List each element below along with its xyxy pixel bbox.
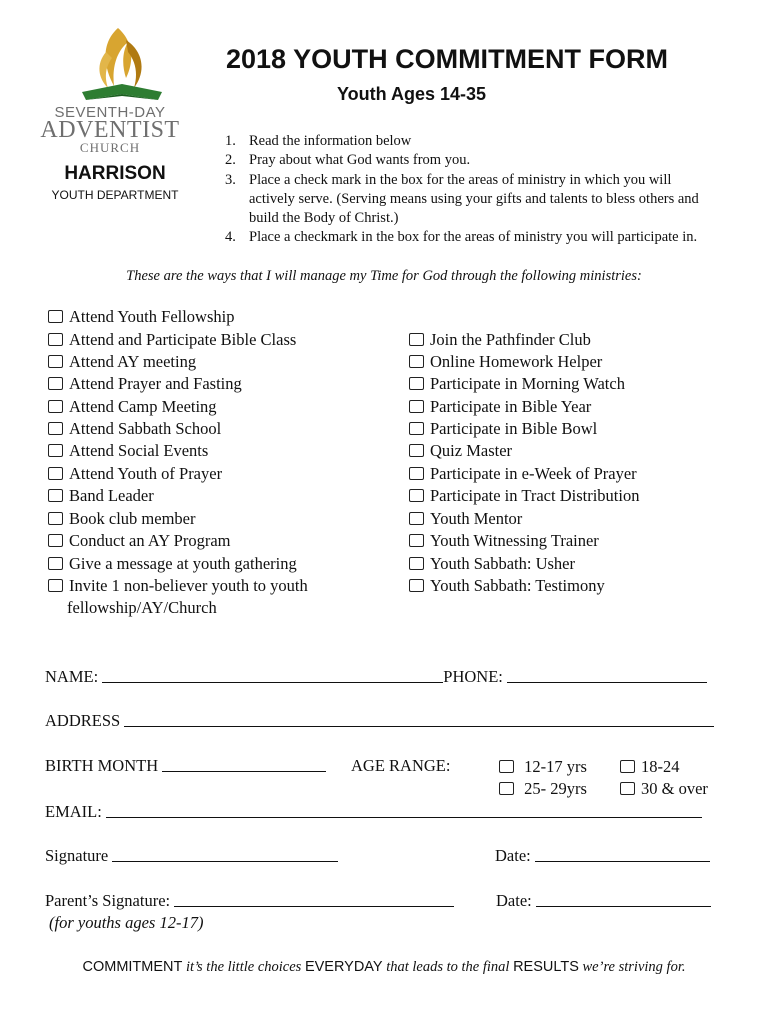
ministry-checkbox[interactable]: Participate in Bible Bowl (409, 419, 597, 439)
ministry-checkbox[interactable]: Band Leader (48, 486, 154, 506)
ministry-checkbox[interactable]: Participate in Bible Year (409, 397, 591, 417)
parent-note: (for youths ages 12-17) (49, 913, 204, 932)
checkbox-icon[interactable] (409, 489, 424, 502)
parent-signature-label: Parent’s Signature: (45, 891, 171, 910)
checkbox-icon[interactable] (409, 534, 424, 547)
checkbox-icon[interactable] (409, 355, 424, 368)
checkbox-icon[interactable] (409, 422, 424, 435)
ministry-checkbox[interactable]: Attend Camp Meeting (48, 397, 217, 417)
checkbox-icon[interactable] (409, 579, 424, 592)
name-field[interactable] (102, 668, 443, 683)
checkbox-icon[interactable] (48, 579, 63, 592)
department-name: YOUTH DEPARTMENT (51, 188, 179, 202)
checkbox-icon[interactable] (48, 557, 63, 570)
checkbox-icon[interactable] (48, 355, 63, 368)
ministry-checkbox[interactable]: Participate in e-Week of Prayer (409, 464, 637, 484)
footer-slogan: COMMITMENT it’s the little choices EVERYDAY that leads to the final RESULTS we’re striving for. (82, 959, 686, 975)
parent-signature-row (45, 891, 454, 911)
signature-label: Signature (45, 846, 109, 865)
ministry-checkbox[interactable]: Invite 1 non-believer youth to youth (48, 576, 308, 596)
checkbox-icon[interactable] (409, 467, 424, 480)
age-option-30-over[interactable]: 30 & over (620, 779, 708, 799)
checkbox-icon[interactable] (48, 377, 63, 390)
name-label: NAME: (45, 667, 99, 686)
checkbox-icon[interactable] (409, 557, 424, 570)
parent-date-field[interactable] (536, 892, 711, 907)
checkbox-icon[interactable] (409, 512, 424, 525)
email-label: EMAIL: (45, 802, 102, 821)
ministry-checkbox[interactable]: Quiz Master (409, 441, 512, 461)
ministry-checkbox[interactable]: Attend and Participate Bible Class (48, 330, 296, 350)
email-row (45, 802, 702, 822)
date-label: Date: (495, 846, 531, 865)
address-row (45, 711, 714, 731)
address-label: ADDRESS (45, 711, 121, 730)
parent-signature-field[interactable] (174, 892, 454, 907)
birth-month-field[interactable] (162, 757, 326, 772)
form-title: 2018 YOUTH COMMITMENT FORM (226, 44, 669, 74)
name-row (45, 667, 707, 687)
checkbox-icon[interactable] (499, 782, 514, 795)
age-option-12-17[interactable]: 12-17 yrs (499, 757, 587, 777)
birth-month-row (45, 756, 326, 776)
instruction-item: 1. Read the information below (225, 133, 412, 149)
instruction-item: 2. Pray about what God wants from you. (225, 152, 471, 169)
checkbox-icon[interactable] (499, 760, 514, 773)
checkbox-icon[interactable] (48, 422, 63, 435)
instruction-item: 4. Place a checkmark in the box for the areas of ministry you will participate in. (225, 229, 698, 246)
ministry-checkbox[interactable]: Attend Youth of Prayer (48, 464, 222, 484)
address-field[interactable] (124, 712, 714, 727)
book-icon (82, 84, 162, 100)
signature-row (45, 846, 338, 866)
intro-text: These are the ways that I will manage my Time for God through the following ministries: (126, 268, 642, 284)
slogan-word-results: RESULTS (513, 959, 579, 975)
instructions-list (225, 132, 725, 248)
ministry-checkbox[interactable]: Youth Witnessing Trainer (409, 531, 599, 551)
checkbox-icon[interactable] (48, 400, 63, 413)
logo-name-line2: ADVENTIST (40, 117, 180, 143)
checkbox-icon[interactable] (409, 400, 424, 413)
checkbox-icon[interactable] (620, 782, 635, 795)
slogan-word-everyday: EVERYDAY (304, 959, 383, 975)
birth-month-label: BIRTH MONTH (45, 756, 159, 775)
ministry-checkbox[interactable]: Attend Social Events (48, 441, 208, 461)
age-range-label: AGE RANGE: (351, 756, 451, 775)
instruction-item: 3. Place a check mark in the box for the areas of ministry in which you will actively serve. (Serving means using your gifts and talents to bless others and build the Body of Christ.) (225, 171, 699, 227)
checkbox-icon[interactable] (48, 333, 63, 346)
ministry-checkbox[interactable]: Attend AY meeting (48, 352, 196, 372)
form-subtitle: Youth Ages 14-35 (337, 84, 487, 104)
checkbox-icon[interactable] (409, 444, 424, 457)
phone-label: PHONE: (443, 667, 503, 686)
checkbox-icon[interactable] (48, 512, 63, 525)
checkbox-icon[interactable] (48, 489, 63, 502)
checkbox-icon[interactable] (409, 377, 424, 390)
ministry-checkbox[interactable]: Conduct an AY Program (48, 531, 230, 551)
checkbox-icon[interactable] (48, 467, 63, 480)
signature-field[interactable] (112, 847, 338, 862)
slogan-word-commitment: COMMITMENT (82, 959, 183, 975)
ministry-checkbox[interactable]: Book club member (48, 509, 195, 529)
phone-field[interactable] (507, 668, 707, 683)
ministry-checkbox[interactable]: Participate in Tract Distribution (409, 486, 639, 506)
checkbox-icon[interactable] (620, 760, 635, 773)
checkbox-icon[interactable] (48, 534, 63, 547)
age-option-25-29[interactable]: 25- 29yrs (499, 779, 587, 799)
date-row (495, 846, 710, 866)
ministry-checkbox[interactable]: Attend Youth Fellowship (48, 307, 234, 327)
age-option-18-24[interactable]: 18-24 (620, 757, 680, 777)
church-name: HARRISON (64, 163, 166, 184)
ministry-continuation: fellowship/AY/Church (67, 598, 217, 617)
logo-name-line3: CHURCH (79, 140, 141, 155)
ministry-checkbox[interactable]: Join the Pathfinder Club (409, 330, 591, 350)
ministry-checkbox[interactable]: Attend Prayer and Fasting (48, 374, 242, 394)
email-field[interactable] (106, 803, 702, 818)
checkbox-icon[interactable] (48, 444, 63, 457)
ministry-checkbox[interactable]: Youth Mentor (409, 509, 522, 529)
date-field[interactable] (535, 847, 710, 862)
ministry-checkbox[interactable]: Youth Sabbath: Usher (409, 554, 575, 574)
ministry-checkbox[interactable]: Youth Sabbath: Testimony (409, 576, 605, 596)
checkbox-icon[interactable] (48, 310, 63, 323)
ministry-checkbox[interactable]: Participate in Morning Watch (409, 374, 625, 394)
parent-date-row (496, 891, 711, 911)
ministry-checkbox[interactable]: Online Homework Helper (409, 352, 602, 372)
logo-name-line1: SEVENTH-DAY (54, 104, 166, 121)
ministry-checkbox[interactable]: Attend Sabbath School (48, 419, 221, 439)
parent-date-label: Date: (496, 891, 532, 910)
ministry-checkbox[interactable]: Give a message at youth gathering (48, 554, 297, 574)
checkbox-icon[interactable] (409, 333, 424, 346)
